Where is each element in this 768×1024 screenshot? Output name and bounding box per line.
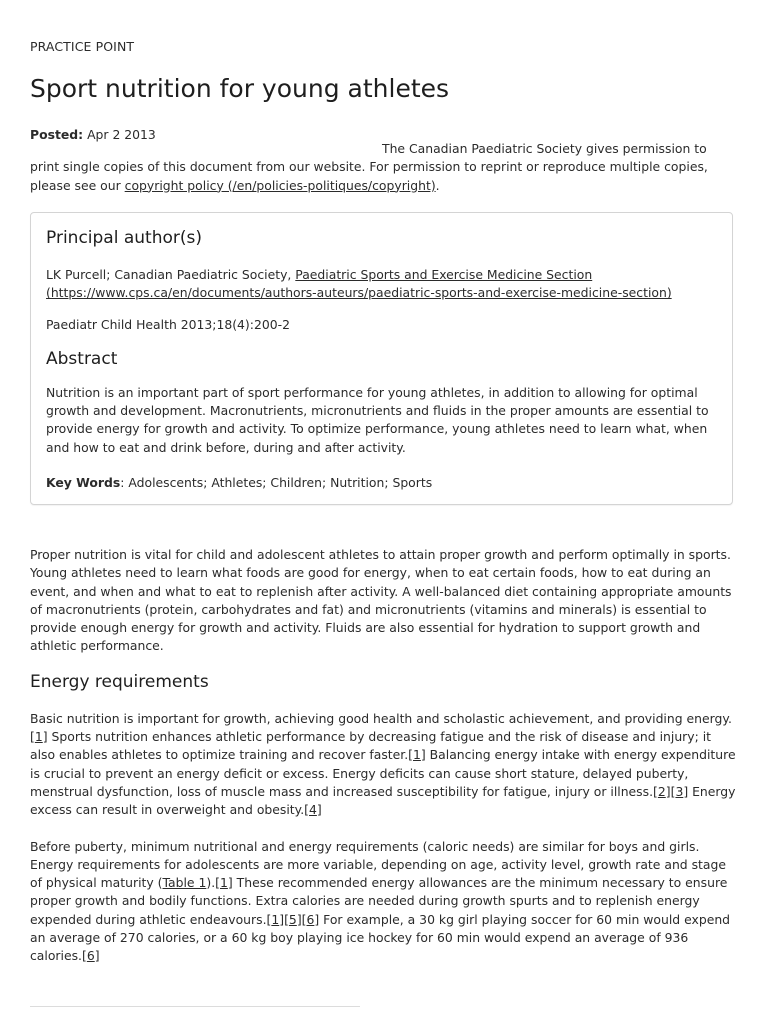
text-run: ] Balancing energy intake with energy expenditure is crucial to prevent an energy deficit or excess. Energy deficits can cause short stature, delayed puberty, menstrual dysfunction, loss of muscle mass and increased susceptibility for fatigue, injury or illness.[ [30,747,736,799]
text-run: Before puberty, minimum nutritional and energy requirements (caloric needs) are similar for boys and girls. Energy requirements for adolescents are more variable, depending on age, activity level, growth rate and stage of physical maturity ( [30,838,726,891]
text-run: ] Sports nutrition enhances athletic performance by decreasing fatigue and the risk of disease and injury; it also enables athletes to optimize training and recover faster.[ [30,729,712,763]
text-run: ] [316,802,322,818]
authors-heading: Principal author(s) [46,228,202,248]
article-body [30,546,736,966]
ref-link-6[interactable]: 6 [86,948,95,964]
ref-link-1[interactable]: 1 [219,875,228,891]
text-run: ] Energy excess can result in overweight and obesity.[ [30,783,736,818]
article-summary-card [30,212,733,505]
permission-notice [30,140,736,195]
ref-link-3[interactable]: 3 [675,783,684,799]
text-run: ][ [665,783,676,799]
ref-link-5[interactable]: 5 [288,911,297,927]
abstract-text: Nutrition is an important part of sport performance for young athletes, in addition to allowing for optimal growth and development. Macronutrients, micronutrients and fluids in the proper amounts are essential to provide energy for growth and activity. To optimize performance, young athletes need to learn what, when and how to eat and drink before, during and after activity. [46,384,709,455]
table-1-link[interactable]: Table 1 [162,875,207,891]
text-run: ).[ [206,875,220,891]
page-title: Sport nutrition for young athletes [30,74,450,103]
text-run: ] [94,948,100,964]
keywords-line [46,474,716,492]
text-run: ][ [279,911,289,927]
section-link[interactable]: Paediatric Sports and Exercise Medicine Section (https://www.cps.ca/en/documents/authors-auteurs/paediatric-sports-and-exercise-medicine-section) [46,267,672,301]
keywords-text: : Adolescents; Athletes; Children; Nutrition; Sports [120,475,433,491]
energy-paragraph-2 [30,838,736,966]
text-run: Basic nutrition is important for growth, achieving good health and scholastic achievement, and providing energy.[ [30,710,732,745]
keywords-label: Key Words [46,475,121,491]
authors-line [46,266,716,303]
authors-text: LK Purcell; Canadian Paediatric Society, [46,267,296,282]
ref-link-1[interactable]: 1 [271,911,280,927]
abstract-heading: Abstract [46,348,118,369]
text-run: ] For example, a 30 kg girl playing soccer for 60 min would expend an average of 270 calories, or a 60 kg boy playing ice hockey for 60 min would expend an average of 936 calories.[ [30,911,731,964]
article-category: PRACTICE POINT [30,39,135,54]
posted-date: Apr 2 2013 [87,127,156,142]
energy-paragraph-1 [30,710,736,820]
text-run: ] These recommended energy allowances are the minimum necessary to ensure proper growth and bodily functions. Extra calories are needed during growth spurts and to replenish energy expended during athletic endeavours.[ [30,875,728,927]
energy-heading: Energy requirements [30,671,209,692]
posted-label: Posted: [30,127,84,142]
ref-link-4[interactable]: 4 [309,802,317,818]
permission-end: . [435,177,440,193]
ref-link-1[interactable]: 1 [413,747,421,763]
ref-link-1[interactable]: 1 [34,729,43,745]
ref-link-6[interactable]: 6 [306,911,315,927]
intro-paragraph: Proper nutrition is vital for child and adolescent athletes to attain proper growth and perform optimally in sports. Young athletes need to learn what foods are good for energy, when to eat certain foods, how to eat during an event, and when and what to eat to replenish after activity. A well-balanced diet containing appropriate amounts of macronutrients (protein, carbohydrates and fat) and micronutrients (vitamins and minerals) is essential to provide enough energy for growth and activity. Fluids are also essential for hydration to support growth and athletic performance. [30,547,732,654]
ref-link-2[interactable]: 2 [657,783,666,799]
copyright-policy-link[interactable]: copyright policy (/en/policies-politiques/copyright) [124,177,436,193]
text-run: ][ [296,911,307,927]
citation: Paediatr Child Health 2013;18(4):200-2 [46,316,290,332]
permission-text: The Canadian Paediatric Society gives permission to print single copies of this document from our website. For permission to reprint or reproduce multiple copies, please see our [30,141,708,193]
footer-divider [30,1006,360,1007]
